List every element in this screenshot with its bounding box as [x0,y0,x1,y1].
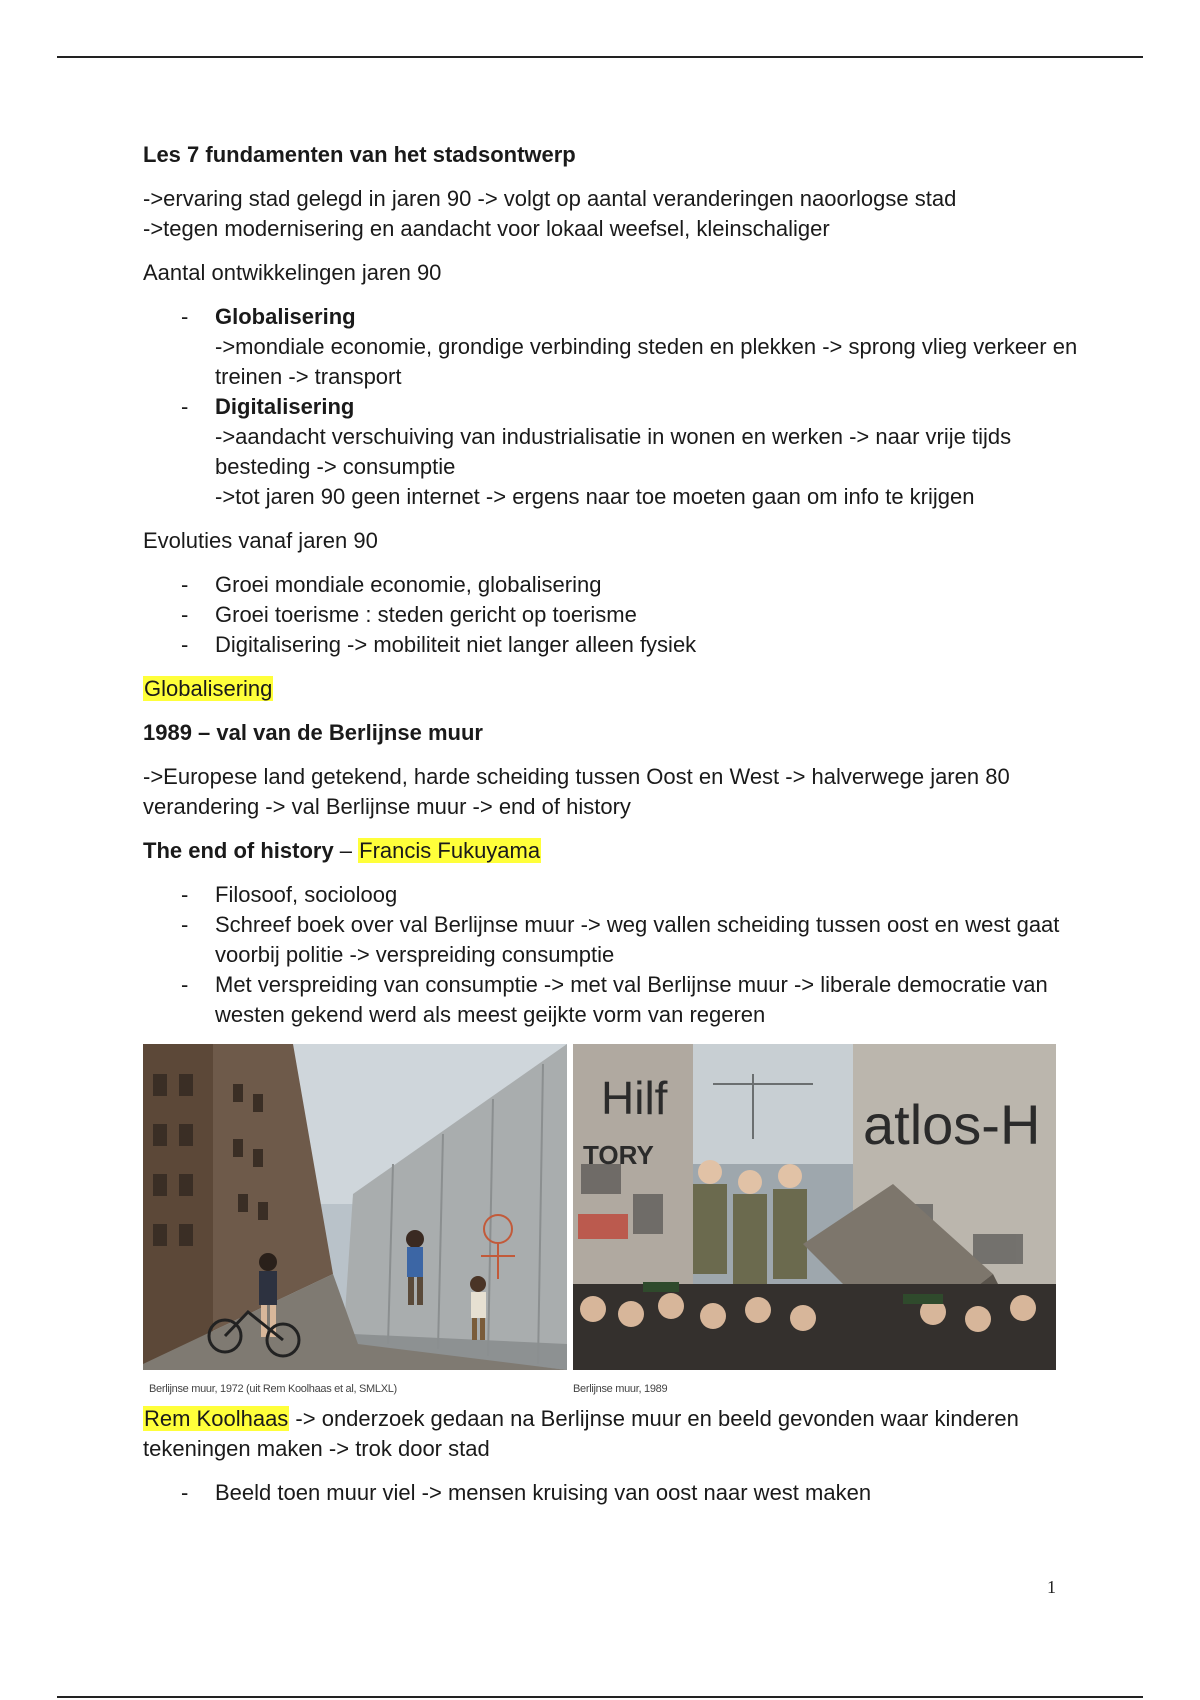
koolhaas-name-highlight: Rem Koolhaas [144,1406,289,1431]
berlin-wall-photos [143,1044,1083,1370]
list-item: - Groei mondiale economie, globalisering [143,570,1083,600]
koolhaas-paragraph [143,1404,1083,1464]
document-body [143,140,1083,1522]
globalisering-section-label [143,674,1083,704]
list-item-text: ->tot jaren 90 geen internet -> ergens naar toe moeten gaan om info te krijgen [215,484,975,509]
intro-line: ->tegen modernisering en aandacht voor lokaal weefsel, kleinschaliger [143,216,830,241]
list-item: - Digitalisering -> mobiliteit niet langer alleen fysiek [143,630,1083,660]
berlin-wall-heading: 1989 – val van de Berlijnse muur [143,720,483,745]
list-item-text: ->aandacht verschuiving van industrialisatie in wonen en werken -> naar vrije tijds besteding -> consumptie [215,424,1012,479]
evolutions-heading: Evoluties vanaf jaren 90 [143,528,378,553]
photo-caption-right: Berlijnse muur, 1989 [573,1383,668,1395]
photo-caption-left: Berlijnse muur, 1972 (uit Rem Koolhaas et al, SMLXL) [149,1383,397,1395]
intro-line: ->ervaring stad gelegd in jaren 90 -> volgt op aantal veranderingen naoorlogse stad [143,186,957,211]
author-highlight: Francis Fukuyama [359,838,541,863]
photo-captions [143,1370,1083,1404]
list-item-text: ->mondiale economie, grondige verbinding steden en plekken -> sprong vlieg verkeer en treinen -> transport [215,334,1078,389]
fukuyama-list [143,880,1083,1030]
page-number: 1 [1047,1577,1056,1597]
developments-list [143,302,1083,512]
heading-separator: – [333,838,359,863]
photo-berlin-wall-1972 [143,1044,567,1370]
list-item: - Schreef boek over val Berlijnse muur -> weg vallen scheiding tussen oost en west gaat voorbij politie -> verspreiding consumptie [143,910,1083,970]
list-item: - Groei toerisme : steden gericht op toerisme [143,600,1083,630]
list-item: - Filosoof, socioloog [143,880,1083,910]
intro-paragraph [143,184,1083,244]
list-item-title: - Digitalisering [215,394,355,419]
end-of-history-heading [143,836,1083,866]
graffiti-text: atlos-H [863,1093,1041,1156]
end-of-history-title: The end of history [143,838,334,863]
lesson-title: Les 7 fundamenten van het stadsontwerp [143,142,576,167]
list-item [143,392,1083,512]
evolutions-list [143,570,1083,660]
berlin-wall-paragraph: ->Europese land getekend, harde scheiding tussen Oost en West -> halverwege jaren 80 verandering -> val Berlijnse muur -> end of history [143,764,1010,819]
developments-heading: Aantal ontwikkelingen jaren 90 [143,260,442,285]
list-item: - Met verspreiding van consumptie -> met val Berlijnse muur -> liberale democratie van westen gekend werd als meest geijkte vorm van regeren [143,970,1083,1030]
bottom-rule [57,1696,1143,1698]
photo-berlin-wall-1989 [573,1044,1056,1370]
graffiti-text: Hilf [601,1072,668,1124]
list-item [143,302,1083,392]
list-item-title: - Globalisering [215,304,356,329]
koolhaas-text: -> onderzoek gedaan na Berlijnse muur en beeld gevonden waar kinderen tekeningen maken -> trok door stad [143,1406,1019,1461]
koolhaas-list [143,1478,1083,1508]
graffiti-text: TORY [583,1140,654,1170]
list-item: - Beeld toen muur viel -> mensen kruising van oost naar west maken [143,1478,1083,1508]
highlighted-text: Globalisering [144,676,273,701]
top-rule [57,56,1143,58]
